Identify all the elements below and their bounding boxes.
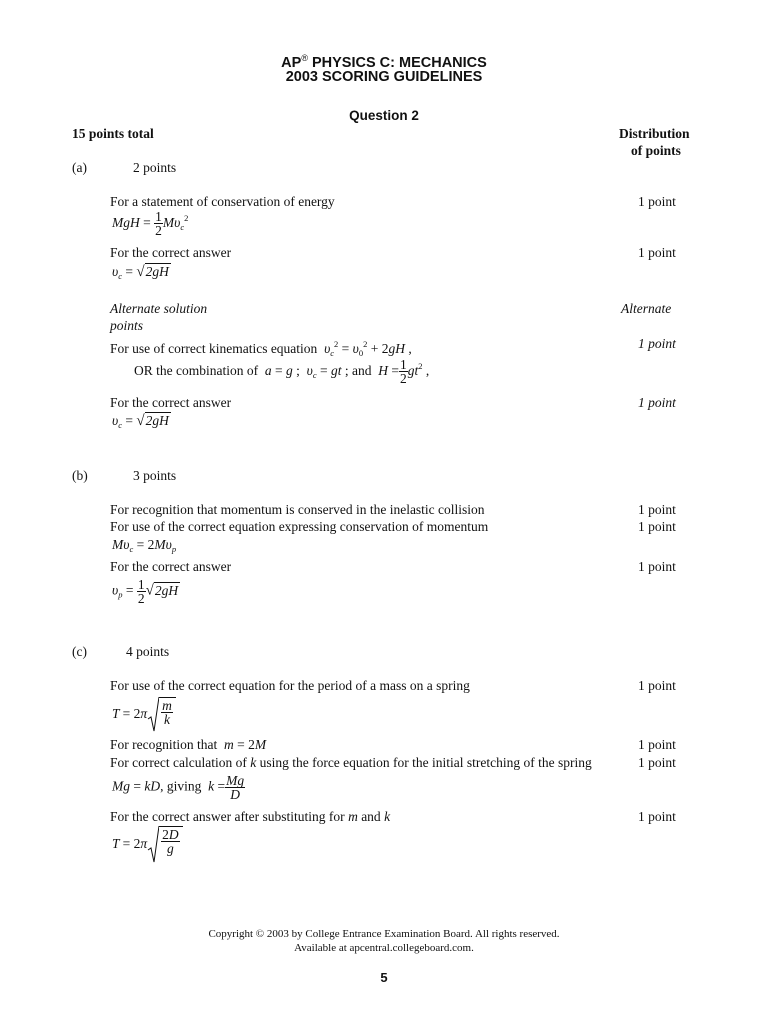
part-a-row1-text: For a statement of conservation of energy [110, 194, 335, 209]
alt-row2-points: 1 point [638, 395, 676, 410]
part-b-points: 3 points [133, 468, 177, 483]
part-a-row2-text: For the correct answer [110, 245, 232, 260]
part-b-answer-equation: $\upsilon_p$ = $\frac{1}{2}$ √2gH [112, 577, 179, 606]
part-c-row3-points: 1 point [638, 755, 676, 770]
document-subtitle: 2003 SCORING GUIDELINES [285, 69, 483, 85]
part-b-row2-text: For use of the correct equation expressing conservation of momentum [110, 519, 489, 534]
distribution-heading-line2: of points [631, 143, 681, 158]
part-c-label: (c) [72, 644, 87, 659]
energy-conservation-equation: MgH = $\frac{1}{2}$ $M\upsilon_c^2$ [112, 209, 189, 239]
part-b-row3-text: For the correct answer [110, 559, 232, 574]
part-c-points: 4 points [126, 644, 170, 659]
availability-notice: Available at apcentral.collegeboard.com. [294, 942, 474, 954]
part-a-row1-points: 1 point [638, 194, 676, 209]
part-c-row2-text: For recognition that m = 2M [110, 737, 267, 752]
part-a-label: (a) [72, 160, 87, 175]
alt-answer-equation: $\upsilon_c = √2gH$ [112, 413, 169, 430]
momentum-conservation-equation: $M\upsilon_c = 2M\upsilon_p$ [112, 537, 177, 554]
part-b-label: (b) [72, 468, 88, 483]
points-total: 15 points total [72, 126, 154, 141]
part-c-row1-points: 1 point [638, 678, 676, 693]
part-b-row1-text: For recognition that momentum is conserved in the inelastic collision [110, 502, 485, 517]
part-c-row4-text: For the correct answer after substituting for m and k [110, 809, 391, 824]
part-b-row1-points: 1 point [638, 502, 676, 517]
part-c-row3-text: For correct calculation of k using the force equation for the initial stretching of the spring [110, 755, 592, 770]
alternate-solution-title: Alternate solution [110, 301, 208, 316]
page-number: 5 [380, 970, 388, 985]
alt-or-combination: OR the combination of a = g ; $\upsilon_c$ = gt ; and H = $\frac{1}{2}$ $gt^2$ , [134, 357, 430, 387]
alternate-column-heading: Alternate [621, 301, 672, 316]
spring-constant-equation: Mg = kD, giving k = $\frac{Mg}{D}$ [112, 773, 245, 802]
period-answer-equation: T = 2π $\frac{2D}{g}$ [112, 826, 183, 864]
alt-row1-text: For use of correct kinematics equation $\upsilon_c^2 = \upsilon_0^2 + 2gH$ , [110, 339, 412, 358]
alternate-points-word: points [110, 318, 144, 333]
part-a-points: 2 points [133, 160, 177, 175]
document-title: AP® PHYSICS C: MECHANICS [281, 53, 487, 71]
part-c-row4-points: 1 point [638, 809, 676, 824]
part-a-row2-points: 1 point [638, 245, 676, 260]
alt-row2-text: For the correct answer [110, 395, 232, 410]
part-b-row2-points: 1 point [638, 519, 676, 534]
part-c-row1-text: For use of the correct equation for the period of a mass on a spring [110, 678, 470, 693]
spring-period-equation: T = 2π $\frac{m}{k}$ [112, 697, 176, 733]
distribution-heading-line1: Distribution [619, 126, 690, 141]
part-a-answer-equation: $\upsilon_c = √2gH$ [112, 264, 169, 281]
part-c-row2-points: 1 point [638, 737, 676, 752]
part-b-row3-points: 1 point [638, 559, 676, 574]
question-heading: Question 2 [349, 108, 419, 123]
alt-row1-points: 1 point [638, 336, 676, 351]
copyright-notice: Copyright © 2003 by College Entrance Examination Board. All rights reserved. [208, 928, 560, 940]
